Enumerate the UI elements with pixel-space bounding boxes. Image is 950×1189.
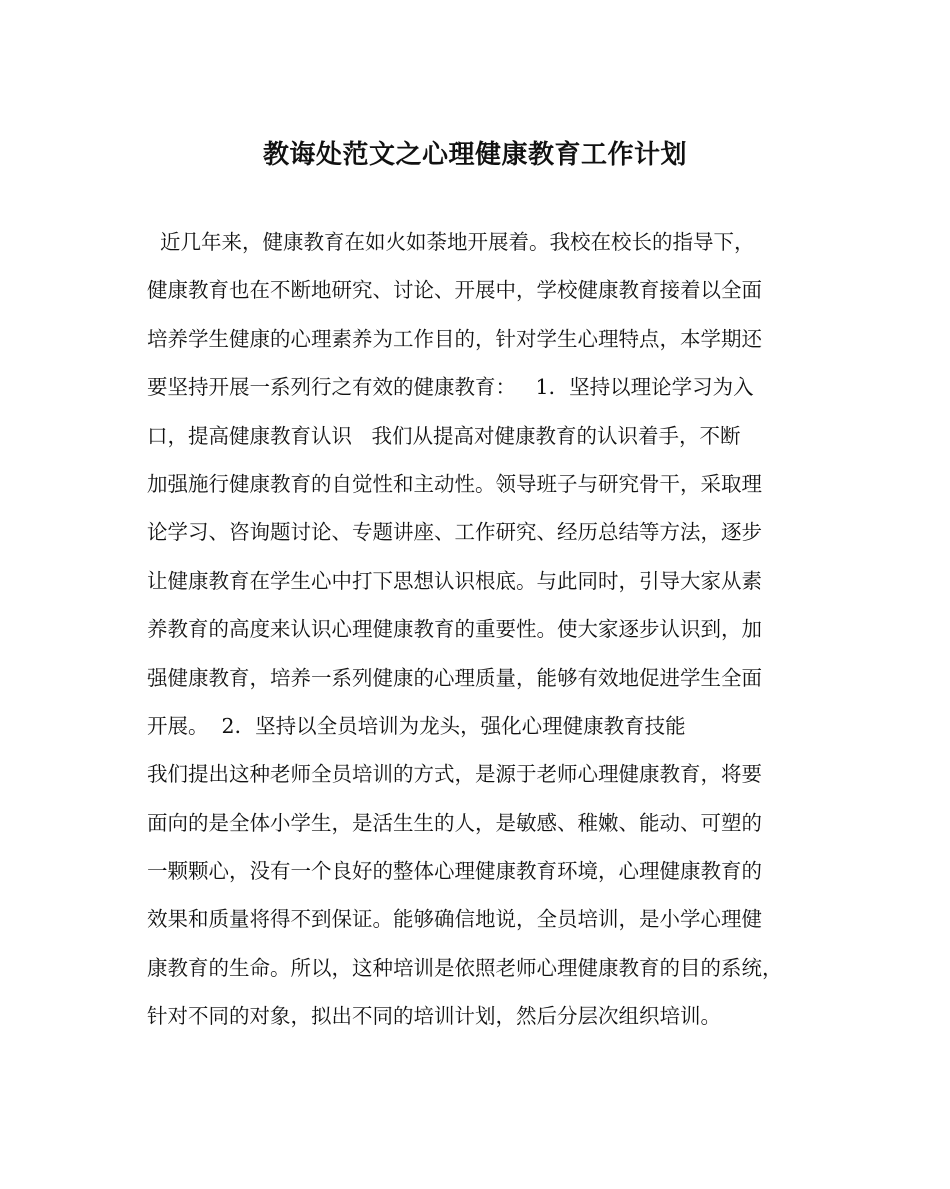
paragraph-line: 效果和质量将得不到保证。能够确信地说，全员培训，是小学心理健 [147,907,762,932]
paragraph-line: 论学习、咨询题讨论、专题讲座、工作研究、经历总结等方法，逐步 [147,520,762,545]
paragraph-line: 针对不同的对象，拟出不同的培训计划，然后分层次组织培训。 [147,1004,721,1029]
paragraph-line: 强健康教育，培养一系列健康的心理质量，能够有效地促进学生全面 [147,665,762,690]
paragraph-line: 要坚持开展一系列行之有效的健康教育： 1．坚持以理论学习为入 [147,375,754,400]
paragraph-line: 面向的是全体小学生，是活生生的人，是敏感、稚嫩、能动、可塑的 [147,810,762,835]
paragraph-line: 口，提高健康教育认识 我们从提高对健康教育的认识着手，不断 [147,423,741,448]
paragraph-line: 加强施行健康教育的自觉性和主动性。领导班子与研究骨干，采取理 [147,471,762,496]
paragraph-line: 养教育的高度来认识心理健康教育的重要性。使大家逐步认识到，加 [147,617,762,642]
paragraph-line: 近几年来，健康教育在如火如荼地开展着。我校在校长的指导下， [147,230,755,254]
paragraph-line: 开展。 2．坚持以全员培训为龙头，强化心理健康教育技能 [147,713,686,738]
paragraph-line: 一颗颗心，没有一个良好的整体心理健康教育环境，心理健康教育的 [147,859,762,884]
document-title: 教诲处范文之心理健康教育工作计划 [262,140,687,170]
paragraph-line: 健康教育也在不断地研究、讨论、开展中，学校健康教育接着以全面 [147,278,762,303]
paragraph-line: 培养学生健康的心理素养为工作目的，针对学生心理特点，本学期还 [147,326,762,351]
paragraph-line: 我们提出这种老师全员培训的方式，是源于老师心理健康教育，将要 [147,762,762,787]
paragraph-line: 康教育的生命。所以，这种培训是依照老师心理健康教育的目的系统， [147,955,783,980]
document-body [147,218,827,1041]
paragraph-line: 让健康教育在学生心中打下思想认识根底。与此同时，引导大家从素 [147,568,762,593]
